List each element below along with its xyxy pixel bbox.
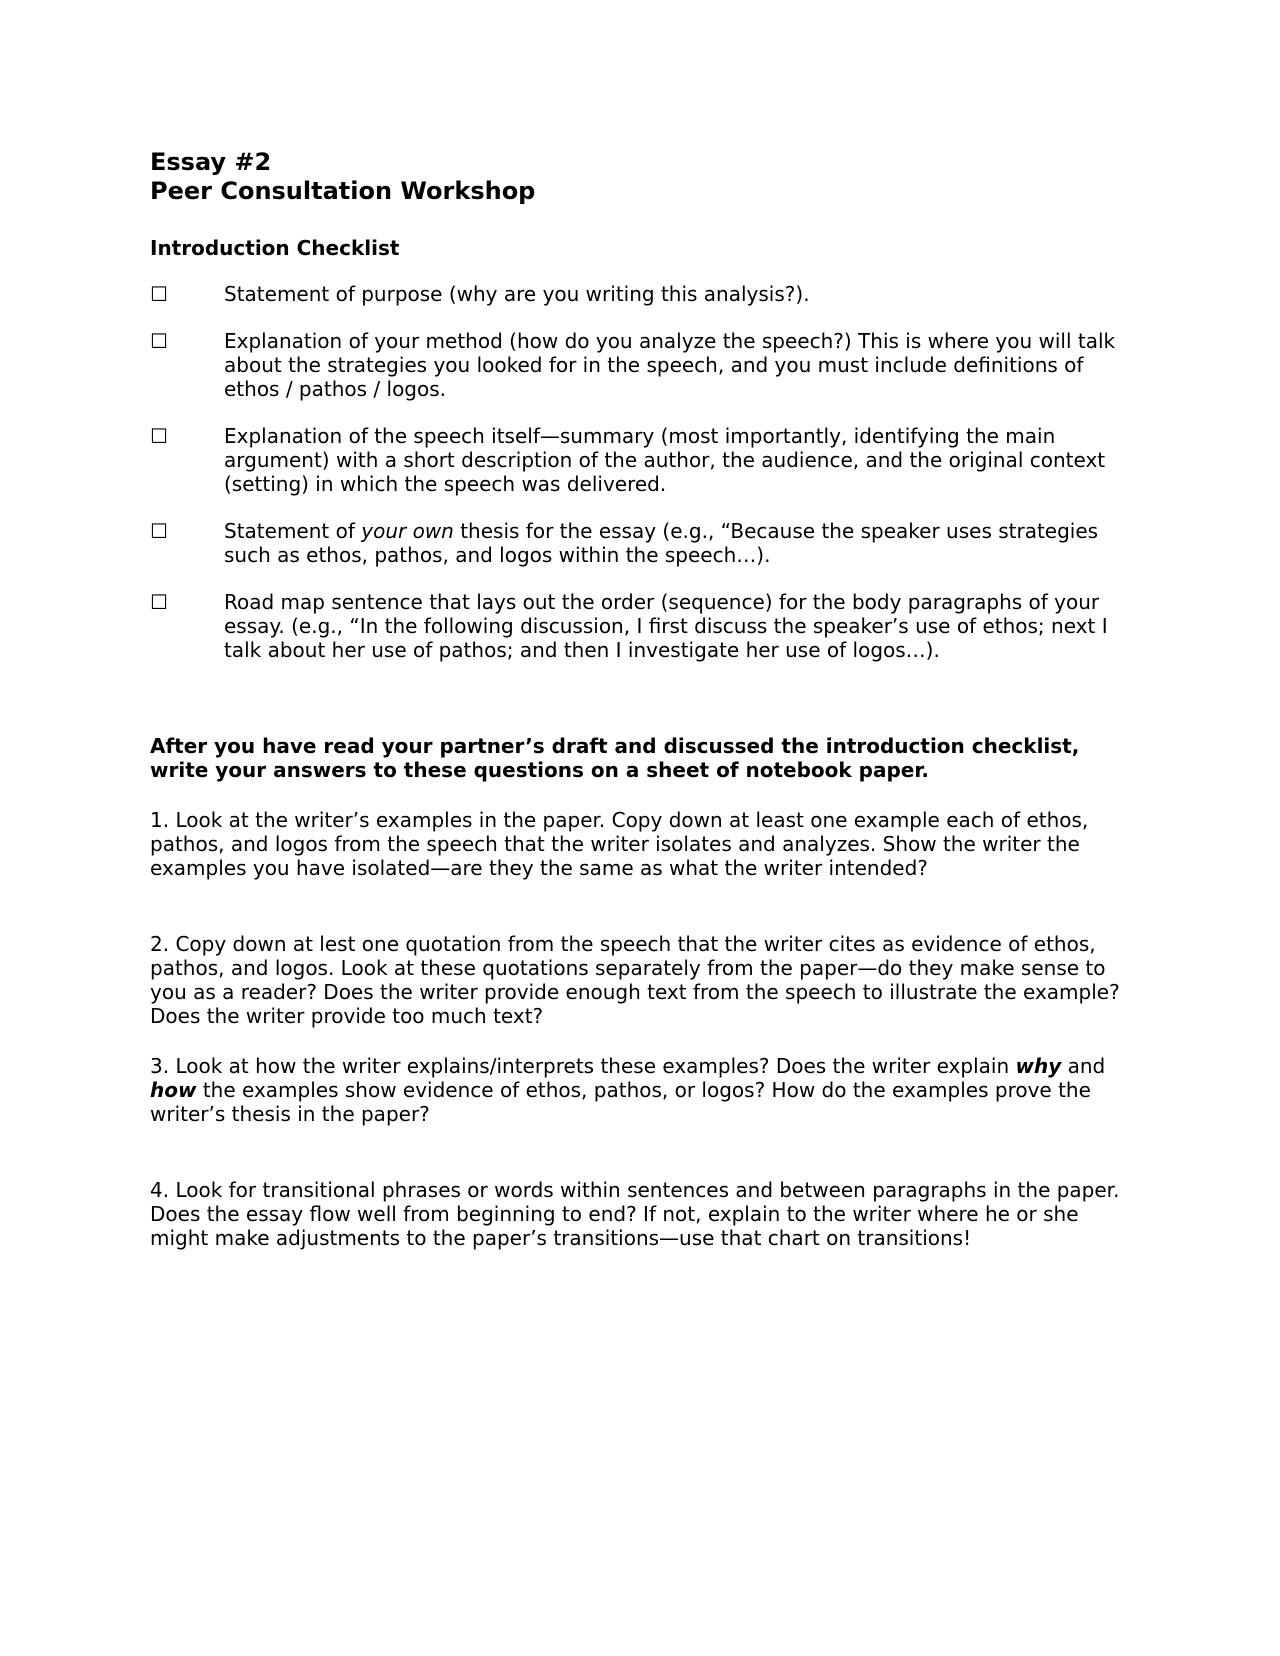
checkbox[interactable]: ☐ [150, 424, 168, 448]
checklist-item [150, 282, 1130, 306]
question-3-part1: 3. Look at how the writer explains/interprets these examples? Does the writer explain [150, 1054, 1016, 1078]
why-emphasis: why [1015, 1054, 1062, 1078]
question-3 [150, 1054, 1130, 1126]
checklist-item-text: Explanation of your method (how do you analyze the speech?) This is where you will talk about the strategies you looked for in the speech, and you must include definitions of ethos / pathos / logos. [224, 329, 1116, 401]
document-page [150, 148, 1130, 1250]
how-emphasis: how [150, 1078, 197, 1102]
page-title [150, 148, 1130, 206]
checklist-item [150, 424, 1130, 496]
text-before: Statement of [224, 519, 362, 543]
workshop-title: Peer Consultation Workshop [150, 177, 536, 205]
checkbox[interactable]: ☐ [150, 519, 168, 543]
checklist-item-text: Statement of purpose (why are you writing this analysis?). [224, 282, 810, 306]
instructions: After you have read your partner’s draft and discussed the introduction checklist, write your answers to these questions on a sheet of notebook paper. [150, 734, 1080, 782]
checkbox[interactable]: ☐ [150, 329, 168, 353]
checklist-item [150, 519, 1130, 567]
checkbox[interactable]: ☐ [150, 282, 168, 306]
introduction-checklist [150, 282, 1130, 662]
checkbox[interactable]: ☐ [150, 590, 168, 614]
question-3-part2: the examples show evidence of ethos, pathos, or logos? How do the examples prove the writer’s thesis in the paper? [150, 1078, 1091, 1126]
checklist-heading: Introduction Checklist [150, 236, 400, 260]
essay-number: Essay #2 [150, 148, 272, 176]
question-2: 2. Copy down at lest one quotation from the speech that the writer cites as evidence of ethos, pathos, and logos. Look at these quotations separately from the paper—do they make sense to you as a reader? Does the writer provide enough text from the speech to illustrate the example? Does the writer provide too much text? [150, 932, 1120, 1028]
checklist-item-text: Road map sentence that lays out the order (sequence) for the body paragraphs of your essay. (e.g., “In the following discussion, I first discuss the speaker’s use of ethos; next I talk about her use of pathos; and then I investigate her use of logos…). [224, 590, 1108, 662]
question-4: 4. Look for transitional phrases or words within sentences and between paragraphs in the paper. Does the essay flow well from beginning to end? If not, explain to the writer where he or she might make adjustments to the paper’s transitions—use that chart on transitions! [150, 1178, 1120, 1250]
checklist-item-text [224, 519, 1130, 567]
checklist-item [150, 329, 1130, 401]
checklist-item [150, 590, 1130, 662]
checklist-item-text: Explanation of the speech itself—summary (most importantly, identifying the main argument) with a short description of the author, the audience, and the original context (setting) in which the speech was delivered. [224, 424, 1106, 496]
question-1: 1. Look at the writer’s examples in the paper. Copy down at least one example each of ethos, pathos, and logos from the speech that the writer isolates and analyzes. Show the writer the examples you have isolated—are they the same as what the writer intended? [150, 808, 1089, 880]
text-after: thesis for the essay (e.g., “Because the speaker uses strategies such as ethos, pathos, and logos within the speech…). [224, 519, 1099, 567]
question-3-and: and [1061, 1054, 1106, 1078]
italic-emphasis: your own [361, 519, 454, 543]
